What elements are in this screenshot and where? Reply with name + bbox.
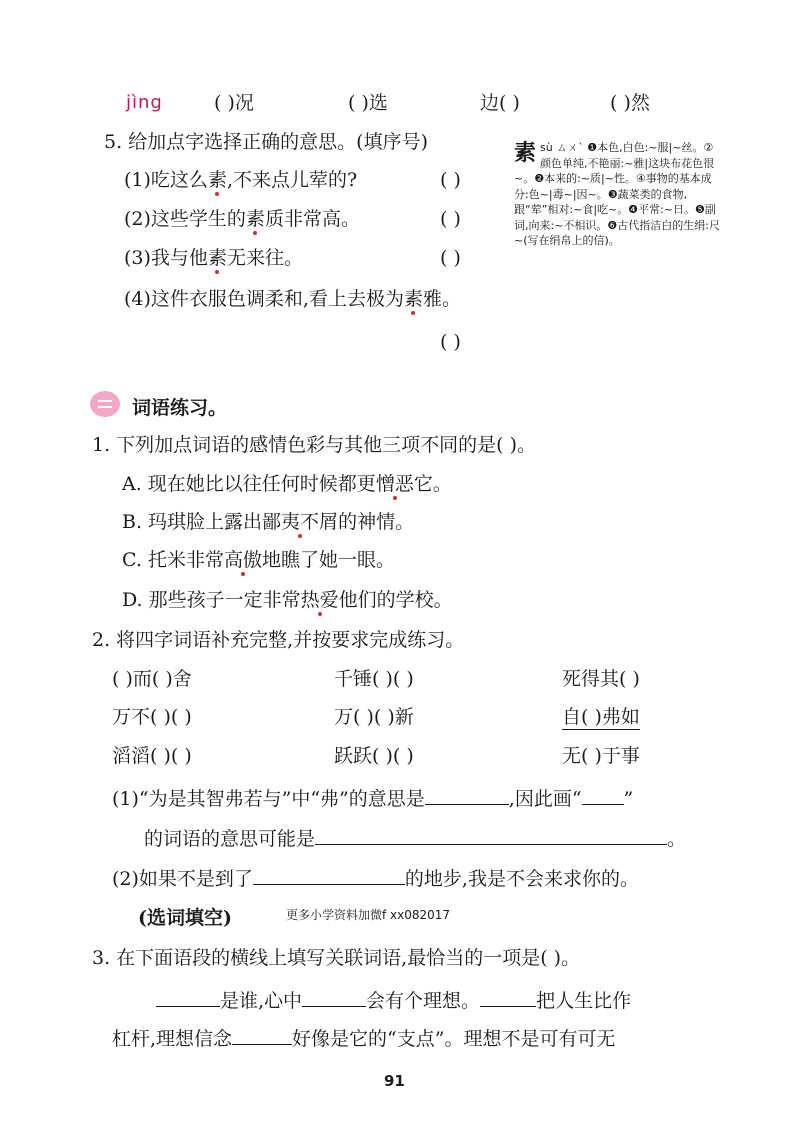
option-b: B. 玛琪脸上露出鄙夷不屑的神情。 (122, 511, 415, 533)
idiom-blank-underlined: 自( )弗如 (562, 706, 640, 728)
question-title: 5. 给加点字选择正确的意思。(填序号) (104, 131, 428, 153)
sub-question-1-cont: 的词语的意思可能是 。 (144, 828, 687, 850)
dotted-char: 素 (245, 208, 265, 230)
question-title: 3. 在下面语段的横线上填写关联词语,最恰当的一项是( )。 (92, 947, 581, 969)
watermark-text: 更多小学资料加微f xx082017 (286, 908, 451, 922)
dotted-word: 憎恶 (375, 473, 414, 495)
dotted-char: 素 (403, 288, 423, 310)
answer-paren: ( ) (440, 169, 461, 191)
q3-paragraph-line2: 杠杆,理想信念 好像是它的“支点”。理想不是可有可无 (112, 1028, 616, 1050)
fill-label: (选词填空) (138, 907, 232, 929)
dotted-word: 高傲 (223, 549, 262, 571)
idiom-blank: 无( )于事 (562, 745, 640, 767)
q3-paragraph-line1: 是谁,心中 会有个理想。 把人生比作 (156, 988, 631, 1013)
answer-paren: ( ) (440, 331, 461, 353)
dict-pinyin: sù ㄙㄨˋ (540, 141, 584, 154)
section-number-icon (90, 391, 120, 417)
q5-item: (2)这些学生的素质非常高。 (124, 208, 360, 230)
dotted-char: 素 (207, 247, 227, 269)
fill-item: ( )然 (610, 92, 650, 114)
section-title: 词语练习。 (132, 397, 228, 419)
fill-item: ( )选 (348, 92, 388, 114)
dict-text: ❶本色,白色:~服|~丝。②颜色单纯,不艳丽:~雅|这块布花色很~。❷本来的:~质|~性。④事物的基本成分:色~|毒~|因~。❸蔬菜类的食物,跟“荤”相对:~食|吃~。❹平常:~日。❺副词,向来:~不相识。❻古代指洁白的生绢:尺~(写在绢帛上的信)。 (514, 141, 720, 247)
dictionary-entry (514, 140, 724, 249)
idiom-blank: 千锤( )( ) (334, 668, 414, 690)
answer-paren: ( ) (440, 247, 461, 269)
dict-char: 素 (514, 140, 537, 166)
idiom-blank: 滔滔( )( ) (112, 745, 192, 767)
idiom-blank: 死得其( ) (562, 668, 640, 690)
q5-item: (4)这件衣服色调柔和,看上去极为素雅。 (124, 288, 461, 310)
option-a: A. 现在她比以往任何时候都更憎恶它。 (122, 473, 452, 495)
option-d: D. 那些孩子一定非常热爱他们的学校。 (122, 589, 453, 611)
pinyin-label: jìng (126, 92, 163, 113)
idiom-blank: ( )而( )舍 (112, 668, 192, 690)
question-title: 1. 下列加点词语的感情色彩与其他三项不同的是( )。 (92, 434, 537, 456)
idiom-blank: 万( )( )新 (334, 706, 414, 728)
sub-question-1: (1)“为是其智弗若与”中“弗”的意思是 ,因此画“ ” (112, 788, 634, 810)
dotted-word: 鄙夷不屑 (262, 511, 339, 533)
page-number: 91 (384, 1072, 405, 1090)
idiom-blank: 万不( )( ) (112, 706, 192, 728)
dotted-char: 素 (207, 169, 227, 191)
fill-item: ( )况 (214, 92, 254, 114)
dotted-word: 热爱 (300, 589, 339, 611)
q5-item: (1)吃这么素,不来点儿荤的? (124, 169, 358, 191)
answer-paren: ( ) (440, 208, 461, 230)
sub-question-2: (2)如果不是到了 的地步,我是不会来求你的。 (112, 868, 639, 890)
fill-item: 边( ) (480, 92, 520, 114)
option-c: C. 托米非常高傲地瞧了她一眼。 (122, 549, 395, 571)
q5-item: (3)我与他素无来往。 (124, 247, 303, 269)
idiom-blank: 跃跃( )( ) (334, 745, 414, 767)
question-title: 2. 将四字词语补充完整,并按要求完成练习。 (92, 629, 465, 651)
